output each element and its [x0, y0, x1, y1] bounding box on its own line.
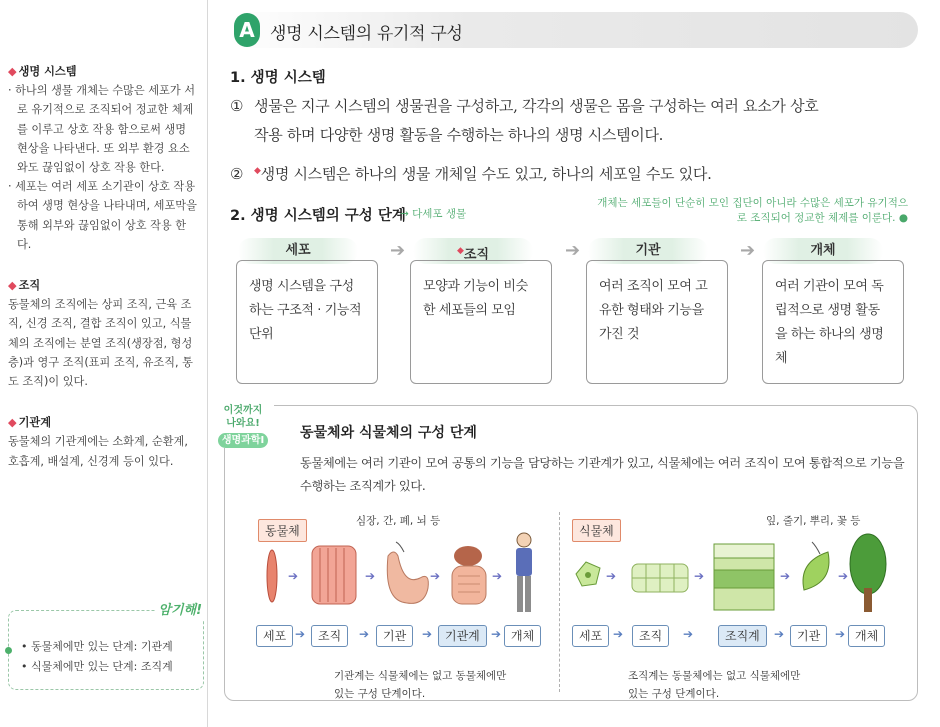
animal-bottom-note-line: 기관계는 식물체에는 없고 동물체에만: [334, 670, 507, 682]
stage-desc-organ: 여러 조직이 모여 고유한 형태와 기능을 가진 것: [586, 260, 728, 384]
multicellular-note: → 다세포 생물: [400, 208, 467, 220]
stage-label-individual: 개체: [763, 238, 883, 264]
paragraph-number: ②: [230, 165, 244, 183]
pipe-arrow-icon: ➔: [774, 627, 785, 641]
illustration-arrow-icon: ➔: [780, 569, 791, 583]
heading-life-system: 1. 생명 시스템: [230, 70, 326, 86]
plant-cell-icon: [576, 562, 600, 586]
muscle-tissue-icon: [312, 546, 356, 604]
pipe-arrow-icon: ➔: [835, 627, 846, 641]
stage-label-cell: 세포: [238, 238, 358, 264]
animal-bottom-note: [334, 667, 506, 703]
stage-desc-cell: 생명 시스템을 구성하는 구조적 · 기능적 단위: [236, 260, 378, 384]
memo-item: • 동물체에만 있는 단계: 기관계: [21, 640, 173, 653]
pipe-arrow-icon: ➔: [491, 627, 502, 641]
leaf-icon: [803, 552, 829, 590]
animal-bottom-note-line: 있는 구성 단계이다.: [334, 688, 426, 700]
illustration-arrow-icon: ➔: [430, 569, 441, 583]
pipe-arrow-icon: ➔: [422, 627, 433, 641]
advanced-tag: [212, 404, 274, 448]
sidebar-term-tissue: [8, 276, 199, 295]
animal-top-note: 심장, 간, 폐, 뇌 등: [356, 515, 441, 527]
section-title: 생명 시스템의 유기적 구성: [270, 24, 463, 44]
illustration-arrow-icon: ➔: [492, 569, 503, 583]
pointer-arrow-icon: [396, 542, 404, 552]
animal-pipe-organ-system: 기관계: [438, 625, 487, 647]
sidebar-bullet-text: 하나의 생물 개체는 수많은 세포가 서로 유기적으로 조직되어 정교한 체제를 이루고 상호 작용 함으로써 생명 현상을 나타낸다. 또 외부 환경 요소와도 끊임없이 상호 작용 한다.: [15, 84, 196, 175]
pipe-arrow-icon: ➔: [295, 627, 306, 641]
sidebar-bullet: · 하나의 생물 개체는 수많은 세포가 서로 유기적으로 조직되어 정교한 체제를 이루고 상호 작용 함으로써 생명 현상을 나타낸다. 또 외부 환경 요소와도 끊임없이 상호 작용 한다.: [8, 84, 196, 175]
pipe-arrow-icon: ➔: [683, 627, 694, 641]
paragraph-text: 작용 하며 다양한 생명 활동을 수행하는 하나의 생명 시스템이다.: [254, 126, 664, 144]
heading-levels: 2. 생명 시스템의 구성 단계: [230, 208, 406, 224]
muscle-cell-icon: [267, 550, 277, 602]
stage-desc-tissue: 모양과 기능이 비슷한 세포들의 모임: [410, 260, 552, 384]
animal-illustration: [256, 530, 546, 616]
paragraph-number: ①: [230, 97, 244, 115]
sidebar-body: 동물체의 기관계에는 소화계, 순환계, 호흡계, 배설계, 신경계 등이 있다.: [8, 435, 188, 468]
illustration-arrow-icon: ➔: [694, 569, 705, 583]
digestive-system-icon: [452, 546, 486, 604]
stage-arrow-icon: ➔: [565, 240, 581, 261]
pipe-arrow-icon: ➔: [613, 627, 624, 641]
plant-bottom-note: [628, 667, 800, 703]
sidebar-term-organ-system: [8, 413, 199, 432]
stage-arrow-icon: ➔: [390, 240, 406, 261]
animal-title: 동물체: [258, 519, 307, 542]
animal-pipe-individual: 개체: [504, 625, 541, 647]
paragraph-2: [230, 157, 920, 189]
comparison-title: 동물체와 식물체의 구성 단계: [300, 425, 477, 441]
memo-title: 암기해!: [155, 601, 205, 621]
animal-pipe-cell: 세포: [256, 625, 293, 647]
illustration-arrow-icon: ➔: [606, 569, 617, 583]
sidebar-bullets: [8, 81, 199, 254]
tissue-system-icon: [714, 544, 774, 610]
section-badge: A: [234, 13, 260, 47]
illustration-arrow-icon: ➔: [838, 569, 849, 583]
plant-bottom-note-line: 조직계는 동물체에는 없고 식물체에만: [628, 670, 801, 682]
sidebar-term-label: 기관계: [18, 416, 52, 430]
diamond-icon: ◆: [8, 416, 17, 430]
paragraph-1: [230, 92, 920, 150]
sidebar-term-label: 조직: [18, 279, 41, 293]
illustration-arrow-icon: ➔: [365, 569, 376, 583]
main-content: [208, 0, 940, 727]
sidebar-bullet-text: 세포는 여러 세포 소기관이 상호 작용 하여 생명 현상을 나타내며, 세포막을 통해 외부와 끊임없이 상호 작용 한다.: [15, 180, 197, 251]
plant-pipe-tissue-system: 조직계: [718, 625, 767, 647]
diamond-icon: ◆: [8, 279, 17, 293]
stage-arrow-icon: ➔: [740, 240, 756, 261]
plant-pipe-cell: 세포: [572, 625, 609, 647]
comparison-divider: [559, 512, 560, 692]
stage-label-organ: 기관: [588, 238, 708, 264]
sidebar-bullet: · 세포는 여러 세포 소기관이 상호 작용 하여 생명 현상을 나타내며, 세포막을 통해 외부와 끊임없이 상호 작용 한다.: [8, 180, 197, 251]
entity-note: 개체는 세포들이 단순히 모인 집단이 아니라 수많은 세포가 유기적으로 조직되어 정교한 체제를 이룬다. ●: [597, 197, 908, 224]
memo-dot-icon: [5, 647, 12, 654]
advanced-tag-line: 나와요!: [226, 418, 260, 429]
sidebar: [0, 0, 208, 727]
sidebar-term-life-system: [8, 62, 199, 81]
paragraph-text: 생물은 지구 시스템의 생물권을 구성하고, 각각의 생물은 몸을 구성하는 여러 요소가 상호: [254, 97, 819, 115]
plant-pipe-individual: 개체: [848, 625, 885, 647]
illustration-arrow-icon: ➔: [288, 569, 299, 583]
plant-pipe-organ: 기관: [790, 625, 827, 647]
plant-illustration: [572, 530, 912, 616]
section-header: [228, 12, 918, 48]
diamond-icon: ◆: [8, 65, 17, 78]
sidebar-term-label: 생명 시스템: [18, 65, 77, 78]
comparison-body: 동물체에는 여러 기관이 모여 공통의 기능을 담당하는 기관계가 있고, 식물체에는 여러 조직이 모여 통합적으로 기능을 수행하는 조직계가 있다.: [300, 456, 905, 493]
diamond-icon: ◆: [456, 246, 464, 256]
stomach-icon: [387, 552, 428, 603]
stage-desc-individual: 여러 기관이 모여 독립적으로 생명 활동을 하는 하나의 생명체: [762, 260, 904, 384]
tree-icon: [850, 534, 886, 612]
animal-pipe-tissue: 조직: [311, 625, 348, 647]
human-icon: [516, 533, 532, 612]
plant-pipe-tissue: 조직: [632, 625, 669, 647]
plant-top-note: 잎, 줄기, 뿌리, 꽃 등: [766, 515, 861, 527]
plant-tissue-icon: [632, 564, 688, 592]
sidebar-body: 동물체의 조직에는 상피 조직, 근육 조직, 신경 조직, 결합 조직이 있고, 식물체의 조직에는 분열 조직(생장점, 형성층)과 영구 조직(표피 조직, 유조직, 통도 조직)이 있다.: [8, 298, 193, 389]
advanced-tag-pill: 생명과학Ⅰ: [218, 433, 268, 448]
paragraph-text: 생명 시스템은 하나의 생물 개체일 수도 있고, 하나의 세포일 수도 있다.: [260, 165, 712, 183]
pipe-arrow-icon: ➔: [359, 627, 370, 641]
memo-box: [8, 603, 204, 690]
stage-label-text: 조직: [463, 247, 490, 263]
advanced-tag-line: 이것까지: [223, 405, 263, 416]
diamond-icon: ◆: [254, 166, 261, 176]
plant-bottom-note-line: 있는 구성 단계이다.: [628, 688, 720, 700]
plant-title: 식물체: [572, 519, 621, 542]
pointer-arrow-icon: [812, 542, 820, 554]
animal-pipe-organ: 기관: [376, 625, 413, 647]
memo-item: • 식물체에만 있는 단계: 조직계: [21, 660, 173, 673]
